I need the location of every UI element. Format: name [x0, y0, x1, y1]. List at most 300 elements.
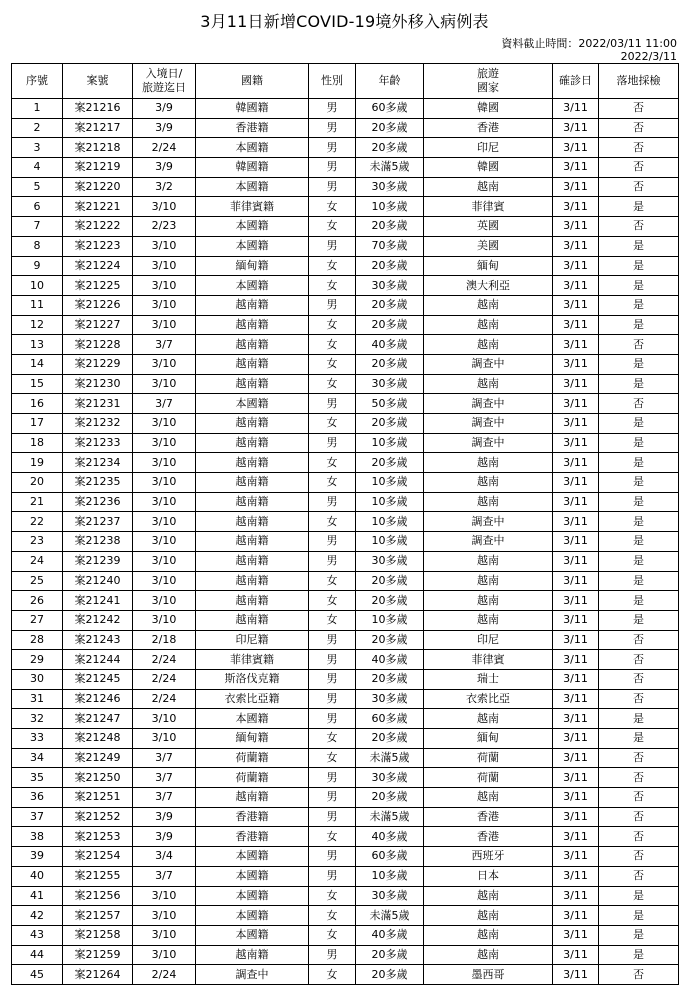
- cell-age: 70多歲: [356, 236, 424, 256]
- cell-case-no: 案21256: [63, 886, 133, 906]
- cell-seq: 27: [12, 610, 63, 630]
- cell-sex: 女: [309, 729, 356, 749]
- cell-case-no: 案21217: [63, 118, 133, 138]
- header-entry-line1: 入境日/: [145, 67, 183, 80]
- cell-confirm-date: 3/11: [553, 866, 599, 886]
- cell-age: 10多歲: [356, 866, 424, 886]
- cell-sex: 男: [309, 768, 356, 788]
- cell-case-no: 案21248: [63, 729, 133, 749]
- cell-age: 30多歲: [356, 768, 424, 788]
- table-row: [12, 492, 679, 512]
- cell-arrival-test: 否: [599, 138, 679, 158]
- table-row: [12, 414, 679, 434]
- cell-confirm-date: 3/11: [553, 99, 599, 119]
- cell-sex: 女: [309, 354, 356, 374]
- table-row: [12, 177, 679, 197]
- cell-nationality: 韓國籍: [196, 99, 309, 119]
- cell-travel-country: 日本: [424, 866, 553, 886]
- cell-arrival-test: 否: [599, 866, 679, 886]
- cell-entry-date: 3/10: [133, 925, 196, 945]
- cell-sex: 男: [309, 788, 356, 808]
- cell-travel-country: 越南: [424, 591, 553, 611]
- cell-case-no: 案21219: [63, 158, 133, 178]
- cell-confirm-date: 3/11: [553, 177, 599, 197]
- cell-age: 30多歲: [356, 177, 424, 197]
- cell-confirm-date: 3/11: [553, 788, 599, 808]
- cell-confirm-date: 3/11: [553, 925, 599, 945]
- cell-arrival-test: 否: [599, 748, 679, 768]
- table-row: [12, 847, 679, 867]
- cell-age: 20多歲: [356, 315, 424, 335]
- cell-nationality: 越南籍: [196, 945, 309, 965]
- cell-seq: 44: [12, 945, 63, 965]
- cell-age: 20多歲: [356, 138, 424, 158]
- cell-travel-country: 越南: [424, 945, 553, 965]
- cell-confirm-date: 3/11: [553, 610, 599, 630]
- cell-sex: 男: [309, 945, 356, 965]
- header-confirm-date: 確診日: [553, 64, 599, 99]
- cell-sex: 女: [309, 197, 356, 217]
- cell-age: 20多歲: [356, 256, 424, 276]
- cell-arrival-test: 是: [599, 729, 679, 749]
- cell-seq: 41: [12, 886, 63, 906]
- cell-nationality: 菲律賓籍: [196, 650, 309, 670]
- cell-age: 20多歲: [356, 453, 424, 473]
- table-row: [12, 807, 679, 827]
- table-row: [12, 886, 679, 906]
- cell-seq: 8: [12, 236, 63, 256]
- page-title: 3月11日新增COVID-19境外移入病例表: [200, 12, 489, 31]
- cell-entry-date: 3/10: [133, 906, 196, 926]
- cell-sex: 女: [309, 276, 356, 296]
- cell-arrival-test: 否: [599, 689, 679, 709]
- cell-confirm-date: 3/11: [553, 394, 599, 414]
- cell-entry-date: 3/10: [133, 473, 196, 493]
- cell-travel-country: 韓國: [424, 99, 553, 119]
- cell-case-no: 案21257: [63, 906, 133, 926]
- cell-entry-date: 3/10: [133, 532, 196, 552]
- cell-seq: 15: [12, 374, 63, 394]
- cell-arrival-test: 是: [599, 315, 679, 335]
- cell-age: 10多歲: [356, 512, 424, 532]
- cell-age: 20多歲: [356, 414, 424, 434]
- cell-confirm-date: 3/11: [553, 158, 599, 178]
- cell-confirm-date: 3/11: [553, 945, 599, 965]
- cell-case-no: 案21239: [63, 551, 133, 571]
- cell-case-no: 案21258: [63, 925, 133, 945]
- cell-case-no: 案21247: [63, 709, 133, 729]
- cell-entry-date: 3/10: [133, 512, 196, 532]
- cell-sex: 男: [309, 295, 356, 315]
- cell-entry-date: 3/2: [133, 177, 196, 197]
- table-row: [12, 729, 679, 749]
- header-sex: 性別: [309, 64, 356, 99]
- cell-sex: 女: [309, 512, 356, 532]
- cell-travel-country: 緬甸: [424, 256, 553, 276]
- cell-case-no: 案21226: [63, 295, 133, 315]
- cell-nationality: 緬甸籍: [196, 729, 309, 749]
- cell-travel-country: 菲律賓: [424, 650, 553, 670]
- cell-age: 10多歲: [356, 610, 424, 630]
- cell-arrival-test: 是: [599, 473, 679, 493]
- cell-arrival-test: 否: [599, 158, 679, 178]
- header-travel-country: [424, 64, 553, 99]
- cell-arrival-test: 是: [599, 925, 679, 945]
- table-row: [12, 374, 679, 394]
- cell-nationality: 緬甸籍: [196, 256, 309, 276]
- cell-nationality: 越南籍: [196, 551, 309, 571]
- cell-age: 20多歲: [356, 591, 424, 611]
- cell-arrival-test: 是: [599, 295, 679, 315]
- cell-travel-country: 越南: [424, 610, 553, 630]
- cell-sex: 男: [309, 433, 356, 453]
- cell-case-no: 案21225: [63, 276, 133, 296]
- cell-sex: 女: [309, 591, 356, 611]
- case-table: [11, 63, 679, 985]
- cell-seq: 22: [12, 512, 63, 532]
- cell-entry-date: 3/10: [133, 236, 196, 256]
- cell-confirm-date: 3/11: [553, 414, 599, 434]
- cell-seq: 11: [12, 295, 63, 315]
- table-row: [12, 295, 679, 315]
- cell-nationality: 越南籍: [196, 532, 309, 552]
- table-row: [12, 138, 679, 158]
- cell-age: 10多歲: [356, 197, 424, 217]
- cell-entry-date: 3/9: [133, 158, 196, 178]
- cell-confirm-date: 3/11: [553, 453, 599, 473]
- cell-entry-date: 3/10: [133, 315, 196, 335]
- cell-confirm-date: 3/11: [553, 256, 599, 276]
- cell-case-no: 案21228: [63, 335, 133, 355]
- table-row: [12, 197, 679, 217]
- cell-case-no: 案21222: [63, 217, 133, 237]
- cell-case-no: 案21231: [63, 394, 133, 414]
- table-row: [12, 473, 679, 493]
- cell-seq: 40: [12, 866, 63, 886]
- cell-travel-country: 越南: [424, 315, 553, 335]
- cell-age: 60多歲: [356, 847, 424, 867]
- table-row: [12, 945, 679, 965]
- table-row: [12, 748, 679, 768]
- cell-nationality: 越南籍: [196, 591, 309, 611]
- cell-seq: 2: [12, 118, 63, 138]
- cell-entry-date: 3/9: [133, 807, 196, 827]
- cell-travel-country: 調查中: [424, 532, 553, 552]
- cell-sex: 男: [309, 99, 356, 119]
- cell-arrival-test: 是: [599, 532, 679, 552]
- cell-entry-date: 3/10: [133, 591, 196, 611]
- cell-age: 40多歲: [356, 925, 424, 945]
- table-row: [12, 276, 679, 296]
- cell-travel-country: 香港: [424, 807, 553, 827]
- table-row: [12, 866, 679, 886]
- cell-entry-date: 3/7: [133, 788, 196, 808]
- cell-arrival-test: 否: [599, 768, 679, 788]
- table-row: [12, 788, 679, 808]
- cell-seq: 35: [12, 768, 63, 788]
- data-cutoff-time: 資料截止時間：2022/03/11 11:00: [501, 37, 677, 50]
- cell-confirm-date: 3/11: [553, 591, 599, 611]
- cell-travel-country: 調查中: [424, 354, 553, 374]
- cell-confirm-date: 3/11: [553, 847, 599, 867]
- cell-case-no: 案21220: [63, 177, 133, 197]
- cell-age: 10多歲: [356, 532, 424, 552]
- table-row: [12, 630, 679, 650]
- cell-travel-country: 墨西哥: [424, 965, 553, 985]
- cell-entry-date: 3/10: [133, 414, 196, 434]
- cell-entry-date: 3/4: [133, 847, 196, 867]
- cell-entry-date: 3/10: [133, 492, 196, 512]
- cell-seq: 21: [12, 492, 63, 512]
- cell-seq: 36: [12, 788, 63, 808]
- cell-nationality: 本國籍: [196, 709, 309, 729]
- cell-confirm-date: 3/11: [553, 473, 599, 493]
- cell-travel-country: 越南: [424, 788, 553, 808]
- cell-sex: 男: [309, 118, 356, 138]
- cell-seq: 12: [12, 315, 63, 335]
- cell-travel-country: 調查中: [424, 433, 553, 453]
- table-row: [12, 965, 679, 985]
- cell-entry-date: 3/10: [133, 551, 196, 571]
- cell-nationality: 本國籍: [196, 217, 309, 237]
- cell-age: 未滿5歲: [356, 748, 424, 768]
- cell-confirm-date: 3/11: [553, 236, 599, 256]
- cell-case-no: 案21235: [63, 473, 133, 493]
- cell-arrival-test: 否: [599, 118, 679, 138]
- header-nationality: 國籍: [196, 64, 309, 99]
- cell-confirm-date: 3/11: [553, 433, 599, 453]
- cell-nationality: 越南籍: [196, 571, 309, 591]
- cell-confirm-date: 3/11: [553, 492, 599, 512]
- cell-age: 40多歲: [356, 335, 424, 355]
- cell-nationality: 越南籍: [196, 433, 309, 453]
- cell-seq: 31: [12, 689, 63, 709]
- cell-confirm-date: 3/11: [553, 807, 599, 827]
- cell-case-no: 案21259: [63, 945, 133, 965]
- cell-entry-date: 3/7: [133, 335, 196, 355]
- table-row: [12, 354, 679, 374]
- header-age: 年齡: [356, 64, 424, 99]
- cell-age: 40多歲: [356, 650, 424, 670]
- cell-entry-date: 3/10: [133, 571, 196, 591]
- cell-nationality: 越南籍: [196, 295, 309, 315]
- cell-nationality: 越南籍: [196, 512, 309, 532]
- cell-travel-country: 調查中: [424, 394, 553, 414]
- cell-case-no: 案21246: [63, 689, 133, 709]
- cell-seq: 14: [12, 354, 63, 374]
- cell-age: 20多歲: [356, 295, 424, 315]
- cell-sex: 男: [309, 630, 356, 650]
- cell-seq: 20: [12, 473, 63, 493]
- cell-seq: 23: [12, 532, 63, 552]
- cell-sex: 女: [309, 414, 356, 434]
- cell-case-no: 案21254: [63, 847, 133, 867]
- table-row: [12, 433, 679, 453]
- cell-seq: 32: [12, 709, 63, 729]
- cell-nationality: 越南籍: [196, 610, 309, 630]
- cell-case-no: 案21241: [63, 591, 133, 611]
- cell-entry-date: 3/7: [133, 394, 196, 414]
- cell-case-no: 案21243: [63, 630, 133, 650]
- cell-age: 20多歲: [356, 630, 424, 650]
- table-row: [12, 99, 679, 119]
- cell-entry-date: 3/10: [133, 709, 196, 729]
- cell-entry-date: 3/10: [133, 886, 196, 906]
- cell-sex: 男: [309, 689, 356, 709]
- cell-seq: 16: [12, 394, 63, 414]
- cell-arrival-test: 否: [599, 335, 679, 355]
- table-row: [12, 315, 679, 335]
- cell-nationality: 香港籍: [196, 827, 309, 847]
- cell-sex: 男: [309, 177, 356, 197]
- cell-sex: 男: [309, 492, 356, 512]
- cell-sex: 女: [309, 748, 356, 768]
- cell-nationality: 越南籍: [196, 453, 309, 473]
- cell-nationality: 本國籍: [196, 886, 309, 906]
- header-travel-line1: 旅遊: [477, 67, 499, 80]
- cell-sex: 女: [309, 886, 356, 906]
- cell-sex: 男: [309, 650, 356, 670]
- cell-arrival-test: 否: [599, 847, 679, 867]
- cell-arrival-test: 否: [599, 827, 679, 847]
- cell-age: 30多歲: [356, 689, 424, 709]
- table-row: [12, 532, 679, 552]
- cell-travel-country: 菲律賓: [424, 197, 553, 217]
- cell-case-no: 案21233: [63, 433, 133, 453]
- table-row: [12, 394, 679, 414]
- cell-travel-country: 調查中: [424, 512, 553, 532]
- cell-age: 20多歲: [356, 729, 424, 749]
- cell-age: 10多歲: [356, 433, 424, 453]
- cell-arrival-test: 是: [599, 414, 679, 434]
- cell-confirm-date: 3/11: [553, 512, 599, 532]
- cell-arrival-test: 否: [599, 669, 679, 689]
- cell-case-no: 案21252: [63, 807, 133, 827]
- cell-arrival-test: 否: [599, 965, 679, 985]
- cell-entry-date: 2/18: [133, 630, 196, 650]
- cell-seq: 28: [12, 630, 63, 650]
- cell-arrival-test: 是: [599, 256, 679, 276]
- cell-travel-country: 西班牙: [424, 847, 553, 867]
- cell-nationality: 斯洛伐克籍: [196, 669, 309, 689]
- cell-confirm-date: 3/11: [553, 965, 599, 985]
- header-travel-line2: 國家: [477, 81, 499, 94]
- cell-nationality: 本國籍: [196, 847, 309, 867]
- cell-entry-date: 3/9: [133, 99, 196, 119]
- cell-seq: 29: [12, 650, 63, 670]
- cell-entry-date: 2/24: [133, 669, 196, 689]
- cell-travel-country: 瑞士: [424, 669, 553, 689]
- cell-case-no: 案21229: [63, 354, 133, 374]
- cell-seq: 7: [12, 217, 63, 237]
- cell-case-no: 案21236: [63, 492, 133, 512]
- header-row: [12, 64, 679, 99]
- cell-arrival-test: 是: [599, 197, 679, 217]
- header-case-no: 案號: [63, 64, 133, 99]
- cell-arrival-test: 是: [599, 374, 679, 394]
- cell-sex: 男: [309, 709, 356, 729]
- cell-sex: 女: [309, 906, 356, 926]
- cell-age: 30多歲: [356, 551, 424, 571]
- cell-travel-country: 越南: [424, 571, 553, 591]
- cell-confirm-date: 3/11: [553, 768, 599, 788]
- cell-arrival-test: 否: [599, 394, 679, 414]
- cell-confirm-date: 3/11: [553, 827, 599, 847]
- cell-confirm-date: 3/11: [553, 729, 599, 749]
- cell-arrival-test: 是: [599, 571, 679, 591]
- cell-travel-country: 荷蘭: [424, 768, 553, 788]
- cell-entry-date: 2/24: [133, 650, 196, 670]
- cell-seq: 43: [12, 925, 63, 945]
- cell-case-no: 案21240: [63, 571, 133, 591]
- cell-travel-country: 越南: [424, 886, 553, 906]
- cell-age: 20多歲: [356, 788, 424, 808]
- cell-case-no: 案21237: [63, 512, 133, 532]
- cell-sex: 男: [309, 236, 356, 256]
- cell-nationality: 荷蘭籍: [196, 768, 309, 788]
- cell-arrival-test: 是: [599, 354, 679, 374]
- cell-age: 30多歲: [356, 886, 424, 906]
- cell-nationality: 越南籍: [196, 354, 309, 374]
- cell-arrival-test: 是: [599, 433, 679, 453]
- cell-sex: 女: [309, 374, 356, 394]
- cell-confirm-date: 3/11: [553, 571, 599, 591]
- cell-confirm-date: 3/11: [553, 118, 599, 138]
- table-body: [12, 99, 679, 985]
- cell-seq: 18: [12, 433, 63, 453]
- cell-age: 50多歲: [356, 394, 424, 414]
- cell-travel-country: 荷蘭: [424, 748, 553, 768]
- cell-nationality: 印尼籍: [196, 630, 309, 650]
- cell-arrival-test: 否: [599, 650, 679, 670]
- cell-sex: 女: [309, 453, 356, 473]
- cell-entry-date: 3/10: [133, 729, 196, 749]
- cell-confirm-date: 3/11: [553, 335, 599, 355]
- cell-confirm-date: 3/11: [553, 669, 599, 689]
- cell-seq: 19: [12, 453, 63, 473]
- cell-sex: 男: [309, 866, 356, 886]
- cell-nationality: 越南籍: [196, 414, 309, 434]
- cell-sex: 女: [309, 827, 356, 847]
- cell-arrival-test: 是: [599, 551, 679, 571]
- cell-confirm-date: 3/11: [553, 276, 599, 296]
- cell-travel-country: 越南: [424, 453, 553, 473]
- cell-travel-country: 緬甸: [424, 729, 553, 749]
- cell-nationality: 調查中: [196, 965, 309, 985]
- cell-travel-country: 印尼: [424, 630, 553, 650]
- table-row: [12, 768, 679, 788]
- cell-confirm-date: 3/11: [553, 748, 599, 768]
- cell-arrival-test: 是: [599, 453, 679, 473]
- cell-arrival-test: 否: [599, 177, 679, 197]
- cell-seq: 17: [12, 414, 63, 434]
- table-row: [12, 158, 679, 178]
- table-row: [12, 689, 679, 709]
- cell-case-no: 案21250: [63, 768, 133, 788]
- cell-entry-date: 3/10: [133, 374, 196, 394]
- cell-seq: 25: [12, 571, 63, 591]
- cell-age: 20多歲: [356, 945, 424, 965]
- header-entry-date: [133, 64, 196, 99]
- cell-entry-date: 3/10: [133, 610, 196, 630]
- cell-arrival-test: 是: [599, 610, 679, 630]
- header-entry-line2: 旅遊迄日: [142, 81, 186, 94]
- cell-age: 未滿5歲: [356, 158, 424, 178]
- cell-sex: 男: [309, 847, 356, 867]
- cell-case-no: 案21230: [63, 374, 133, 394]
- cell-arrival-test: 是: [599, 906, 679, 926]
- cell-entry-date: 2/24: [133, 138, 196, 158]
